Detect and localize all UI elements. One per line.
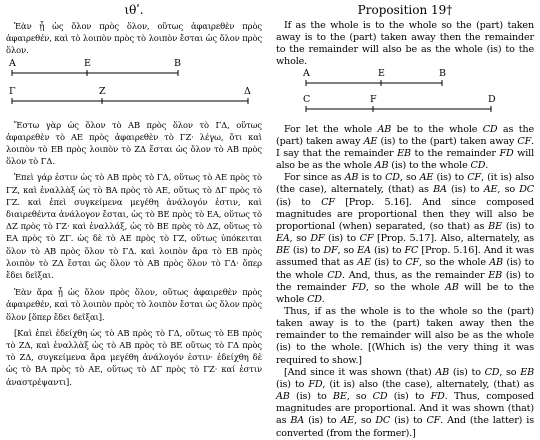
greek-proposition-number: ιθʹ. (124, 3, 144, 17)
english-label-e: E (378, 67, 385, 79)
greek-enunciation: Ἐὰν ᾖ ὡς ὅλον πρὸς ὅλον, οὕτως ἀφαιρεθὲν πρὸς ἀφαιρεθέν, καὶ τὸ λοιπὸν πρὸς τὸ λοιπὸν ἔσται ὡς ὅλον πρὸς ὅλον. (6, 21, 262, 56)
greek-label-epsilon: Ε (84, 57, 91, 69)
greek-label-gamma: Γ (9, 85, 16, 97)
greek-segment-ab (6, 59, 266, 83)
english-label-f: F (370, 93, 377, 105)
english-setting-out: For let the whole AB be to the whole CD as the (part) taken away AE (is) to the (part) taken away CF. I say that the remainder EB to the remainder FD will also be as the whole AB (is) to the whole CD. (276, 123, 534, 172)
english-proposition-heading: Proposition 19† (357, 3, 453, 17)
english-label-c: C (303, 93, 311, 105)
greek-text (6, 20, 262, 388)
english-label-a: A (303, 67, 310, 79)
greek-label-beta: Β (174, 57, 181, 69)
greek-figure-line-ab (6, 59, 262, 83)
greek-column (6, 0, 262, 388)
english-figure-line-cd (276, 95, 534, 119)
english-segment-cd (276, 95, 536, 119)
english-corollary: [And since it was shown (that) AB (is) to CD, so EB (is) to FD, (it is) also (the case), alternately, (that) as AB (is) to BE, so CD (is) to FD. Thus, composed magnitudes are proportional. And it was shown (that) as BA (is) to AE, so DC (is) to CF. And (the latter) is converted (from the former).] (276, 366, 534, 439)
english-label-b: B (439, 67, 446, 79)
greek-figure-line-cd (6, 87, 262, 111)
english-conclusion: Thus, if as the whole is to the whole so the (part) taken away is to the (part) taken away then the remainder to the remainder will also be as the whole (is) to the whole. [(Which is) the very thing it was required to show.] (276, 305, 534, 366)
english-proof: For since as AB is to CD, so AE (is) to CF, (it is) also (the case), alternately, (that) as BA (is) to AE, so DC (is) to CF [Prop. 5.16]. And since composed magnitudes are proportional then they will also be proportional (when) separated, (so that) as BE (is) to EA, so DF (is) to CF [Prop. 5.17]. Also, alternately, as BE (is) to DF, so EA (is) to FC [Prop. 5.16]. And it was assumed that as AE (is) to CF, so the whole AB (is) to the whole CD. And, thus, as the remainder EB (is) to the remainder FD, so the whole AB will be to the whole CD. (276, 172, 535, 305)
greek-label-zeta: Ζ (99, 85, 106, 97)
english-enunciation: If as the whole is to the whole so the (part) taken away is to the (part) taken away then the remainder to the remainder will also be as the whole (is) to the whole. (276, 20, 534, 68)
greek-setting-out: Ἔστω γὰρ ὡς ὅλον τὸ ΑΒ πρὸς ὅλον τὸ ΓΔ, οὕτως ἀφαιρεθὲν τὸ ΑΕ πρὸς ἀφαιρεθὲν τὸ ΓΖ· λέγω, ὅτι καὶ λοιπὸν τὸ ΕΒ πρὸς λοιπὸν τὸ ΖΔ ἔσται ὡς ὅλον τὸ ΑΒ πρὸς ὅλον τὸ ΓΔ. (6, 119, 262, 167)
english-segment-ab (276, 69, 536, 93)
english-text (276, 20, 534, 440)
greek-label-delta: Δ (244, 85, 251, 97)
english-column (276, 0, 534, 440)
greek-segment-cd (6, 87, 266, 111)
greek-label-alpha: Α (9, 57, 16, 69)
english-label-d: D (488, 93, 496, 105)
greek-conclusion: Ἐὰν ἄρα ᾖ ὡς ὅλον πρὸς ὅλον, οὕτως ἀφαιρεθὲν πρὸς ἀφαιρεθέν, καὶ τὸ λοιπὸν πρὸς τὸ λοιπὸν ἔσται ὡς ὅλον πρὸς ὅλον [ὅπερ ἔδει δεῖξαι]. (6, 287, 262, 322)
english-figure-line-ab (276, 69, 534, 93)
greek-proof: Ἐπεὶ γάρ ἐστιν ὡς τὸ ΑΒ πρὸς τὸ ΓΔ, οὕτως τὸ ΑΕ πρὸς τὸ ΓΖ, καὶ ἐναλλὰξ ὡς τὸ ΒΑ πρὸς τὸ ΑΕ, οὕτως τὸ ΔΓ πρὸς τὸ ΓΖ. καὶ ἐπεὶ συγκείμενα μεγέθη ἀνάλογόν ἐστιν, καὶ διαιρεθέντα ἀνάλογον ἔσται, ὡς τὸ ΒΕ πρὸς τὸ ΕΑ, οὕτως τὸ ΔΖ πρὸς τὸ ΓΖ· καὶ ἐναλλάξ, ὡς τὸ ΒΕ πρὸς τὸ ΔΖ, οὕτως τὸ ΕΑ πρὸς τὸ ΖΓ. ὡς δὲ τὸ ΑΕ πρὸς τὸ ΓΖ, οὕτως ὑπόκειται ὅλον τὸ ΑΒ πρὸς ὅλον τὸ ΓΔ. καὶ λοιπὸν ἄρα τὸ ΕΒ πρὸς λοιπὸν τὸ ΖΔ ἔσται ὡς ὅλον τὸ ΑΒ πρὸς ὅλον τὸ ΓΔ· ὅπερ ἔδει δεῖξαι. (6, 172, 262, 281)
greek-corollary: [Καὶ ἐπεὶ ἐδείχθη ὡς τὸ ΑΒ πρὸς τὸ ΓΔ, οὕτως τὸ ΕΒ πρὸς τὸ ΖΔ, καὶ ἐναλλὰξ ὡς τὸ ΑΒ πρὸς τὸ ΒΕ οὕτως τὸ ΓΔ πρὸς τὸ ΖΔ, συγκείμενα ἄρα μεγέθη ἀνάλογόν ἐστιν· ἐδείχθη δὲ ὡς τὸ ΒΑ πρὸς τὸ ΑΕ, οὕτως τὸ ΔΓ πρὸς τὸ ΓΖ· καί ἐστιν ἀναστρέψαντι]. (6, 327, 262, 387)
